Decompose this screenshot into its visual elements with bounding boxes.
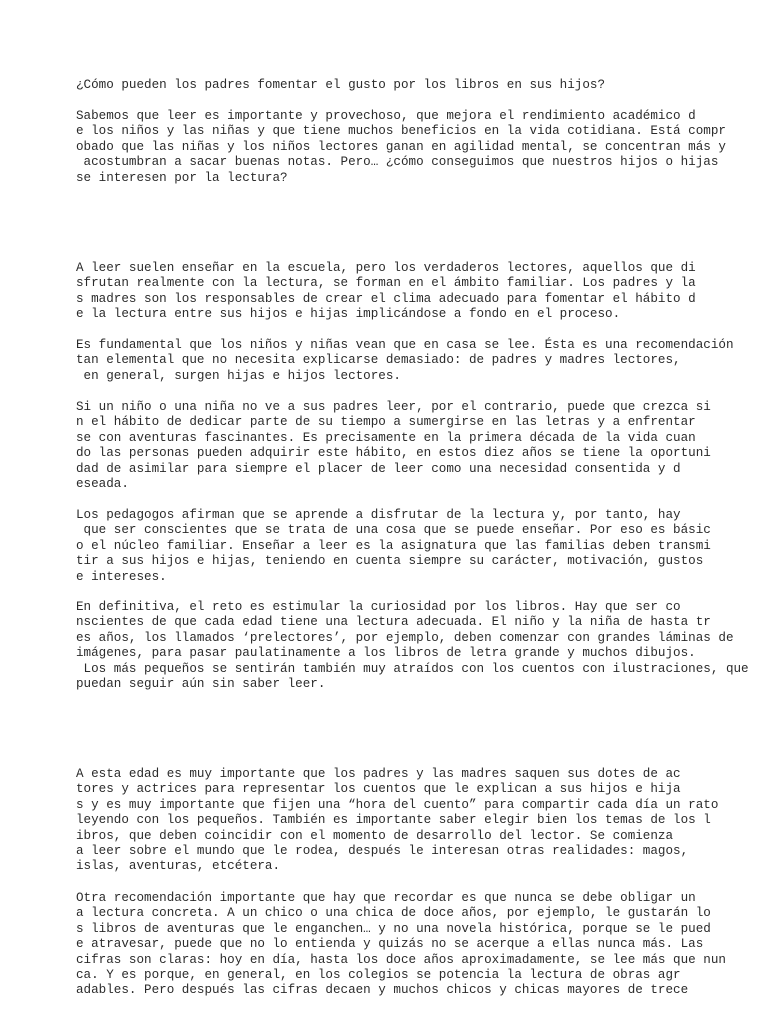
paragraph-intro: Sabemos que leer es importante y provechoso, que mejora el rendimiento académico d e los niños y las niñas y que tiene muchos beneficios en la vida cotidiana. Está compr obado que las niñas y los niños lectores ganan en agilidad mental, se concentran más y acostumbran a sacar buenas notas. Pero… ¿cómo conseguimos que nuestros hijos o hijas se interesen por la lectura? (76, 109, 726, 185)
paragraph-read-at-home: Es fundamental que los niños y niñas vean que en casa se lee. Ésta es una recomendación tan elemental que no necesita explicarse demasiado: de padres y madres lectores, en general, surgen hijas e hijos lectores. (76, 338, 734, 383)
paragraph-curiosity: En definitiva, el reto es estimular la curiosidad por los libros. Hay que ser co nscientes de que cada edad tiene una lectura adecuada. El niño y la niña de hasta tr es años, los llamados ‘prelectores’, por ejemplo, deben comenzar con grandes láminas de imágenes, para pasar paulatinamente a los libros de letra grande y muchos dibujos. Los más pequeños se sentirán también muy atraídos con los cuentos con ilustraciones, que puedan seguir aún sin saber leer. (76, 600, 749, 692)
paragraph-pedagogues: Los pedagogos afirman que se aprende a disfrutar de la lectura y, por tanto, hay que ser conscientes que se trata de una cosa que se puede enseñar. Por eso es básic o el núcleo familiar. Enseñar a leer es la asignatura que las familias deben transmi tir a sus hijos e hijas, teniendo en cuenta siempre su carácter, motivación, gustos e intereses. (76, 508, 711, 584)
document-title: ¿Cómo pueden los padres fomentar el gusto por los libros en sus hijos? (76, 78, 606, 92)
paragraph-storytelling: A esta edad es muy importante que los padres y las madres saquen sus dotes de ac tores y actrices para representar los cuentos que le explican a sus hijos e hija s y es muy importante que fijen una “hora del cuento” para compartir cada día un rato leyendo con los pequeños. También es importante saber elegir bien los temas de los l ibros, que deben coincidir con el momento de desarrollo del lector. Se comienza a leer sobre el mundo que le rodea, después le interesan otras realidades: magos, islas, aventuras, etcétera. (76, 767, 719, 874)
paragraph-school: A leer suelen enseñar en la escuela, pero los verdaderos lectores, aquellos que di sfrutan realmente con la lectura, se forman en el ámbito familiar. Los padres y la s madres son los responsables de crear el clima adecuado para fomentar el hábito d e la lectura entre sus hijos e hijas implicándose a fondo en el proceso. (76, 261, 696, 322)
paragraph-no-obligation: Otra recomendación importante que hay que recordar es que nunca se debe obligar un a lectura concreta. A un chico o una chica de doce años, por ejemplo, le gustarán lo s libros de aventuras que le enganchen… y no una novela histórica, porque se le pued e atravesar, puede que no lo entienda y quizás no se acerque a ellas nunca más. Las cifras son claras: hoy en día, hasta los doce años aproximadamente, se lee más que nun ca. Y es porque, en general, en los colegios se potencia la lectura de obras agr adables. Pero después las cifras decaen y muchos chicos y chicas mayores de trece (76, 891, 726, 998)
paragraph-habit: Si un niño o una niña no ve a sus padres leer, por el contrario, puede que crezca si n el hábito de dedicar parte de su tiempo a sumergirse en las letras y a enfrentar se con aventuras fascinantes. Es precisamente en la primera década de la vida cuan do las personas pueden adquirir este hábito, en estos diez años se tiene la oportuni dad de asimilar para siempre el placer de leer como una necesidad consentida y d eseada. (76, 400, 711, 492)
